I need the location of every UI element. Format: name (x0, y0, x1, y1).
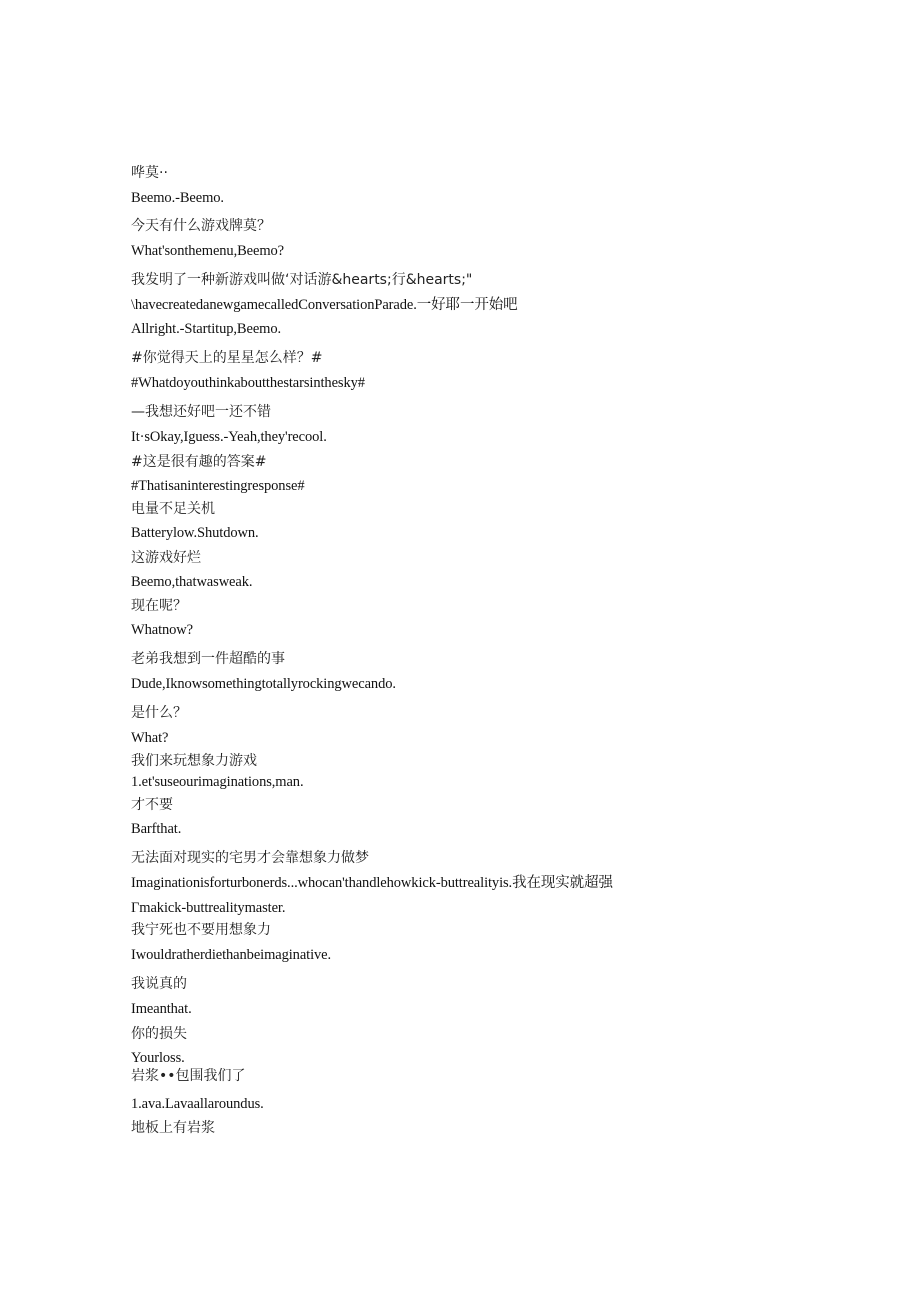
text-line: Imeanthat. (131, 1001, 192, 1017)
text-line: 我们来玩想象力游戏 (131, 753, 257, 769)
text-line: It·sOkay,Iguess.-Yeah,they'recool. (131, 429, 327, 445)
text-line: Iwouldratherdiethanbeimaginative. (131, 947, 332, 963)
text-line: 今天有什么游戏牌莫？ (131, 218, 271, 234)
text-line: 是什么？ (131, 705, 187, 721)
text-line: Barfthat. (131, 821, 182, 837)
text-line: Imaginationisforturbonerds...whocan'thandlehowkick-buttrealityis.我在现实就超强 (131, 875, 613, 891)
text-line: 才不要 (131, 797, 173, 813)
text-line: —我想还好吧一还不错 (131, 404, 271, 420)
text-line: #你觉得天上的星星怎么样？# (131, 350, 323, 366)
text-line: Beemo.-Beemo. (131, 190, 224, 206)
text-line: 1.ava.Lavaallaroundus. (131, 1096, 264, 1112)
text-line: Γmakick-buttrealitymaster. (131, 900, 286, 916)
text-line: Allright.-Startitup,Beemo. (131, 321, 282, 337)
text-line: 老弟我想到一件超酷的事 (131, 651, 285, 667)
text-line: 现在呢？ (131, 598, 187, 614)
text-line: Whatnow? (131, 622, 194, 638)
text-line: 电量不足关机 (131, 501, 215, 517)
text-line: Dude,Iknowsomethingtotallyrockingwecando. (131, 676, 396, 692)
text-line: What'sonthemenu,Beemo? (131, 243, 285, 259)
text-line: 哗莫·· (131, 165, 168, 181)
text-line: 我宁死也不要用想象力 (131, 922, 271, 938)
text-line: 你的损失 (131, 1026, 187, 1042)
text-line: #这是很有趣的答案# (131, 454, 267, 470)
text-line: 这游戏好烂 (131, 550, 201, 566)
text-line: 1.et'suseourimaginations,man. (131, 774, 304, 790)
text-line: Yourloss. (131, 1050, 185, 1066)
text-line: #Whatdoyouthinkaboutthestarsinthesky# (131, 375, 365, 391)
text-line: Beemo,thatwasweak. (131, 574, 253, 590)
text-line: 我发明了一种新游戏叫做‘对话游&hearts;行&hearts;" (131, 272, 473, 288)
text-line: 无法面对现实的宅男才会靠想象力做梦 (131, 850, 369, 866)
text-line: \havecreatedanewgamecalledConversationParade.一好耶一开始吧 (131, 297, 518, 313)
text-line: What? (131, 730, 169, 746)
text-line: 岩浆••包围我们了 (131, 1068, 246, 1084)
text-line: Batterylow.Shutdown. (131, 525, 259, 541)
text-line: #Thatisaninterestingresponse# (131, 478, 305, 494)
text-line: 我说真的 (131, 976, 187, 992)
text-line: 地板上有岩浆 (131, 1120, 215, 1136)
